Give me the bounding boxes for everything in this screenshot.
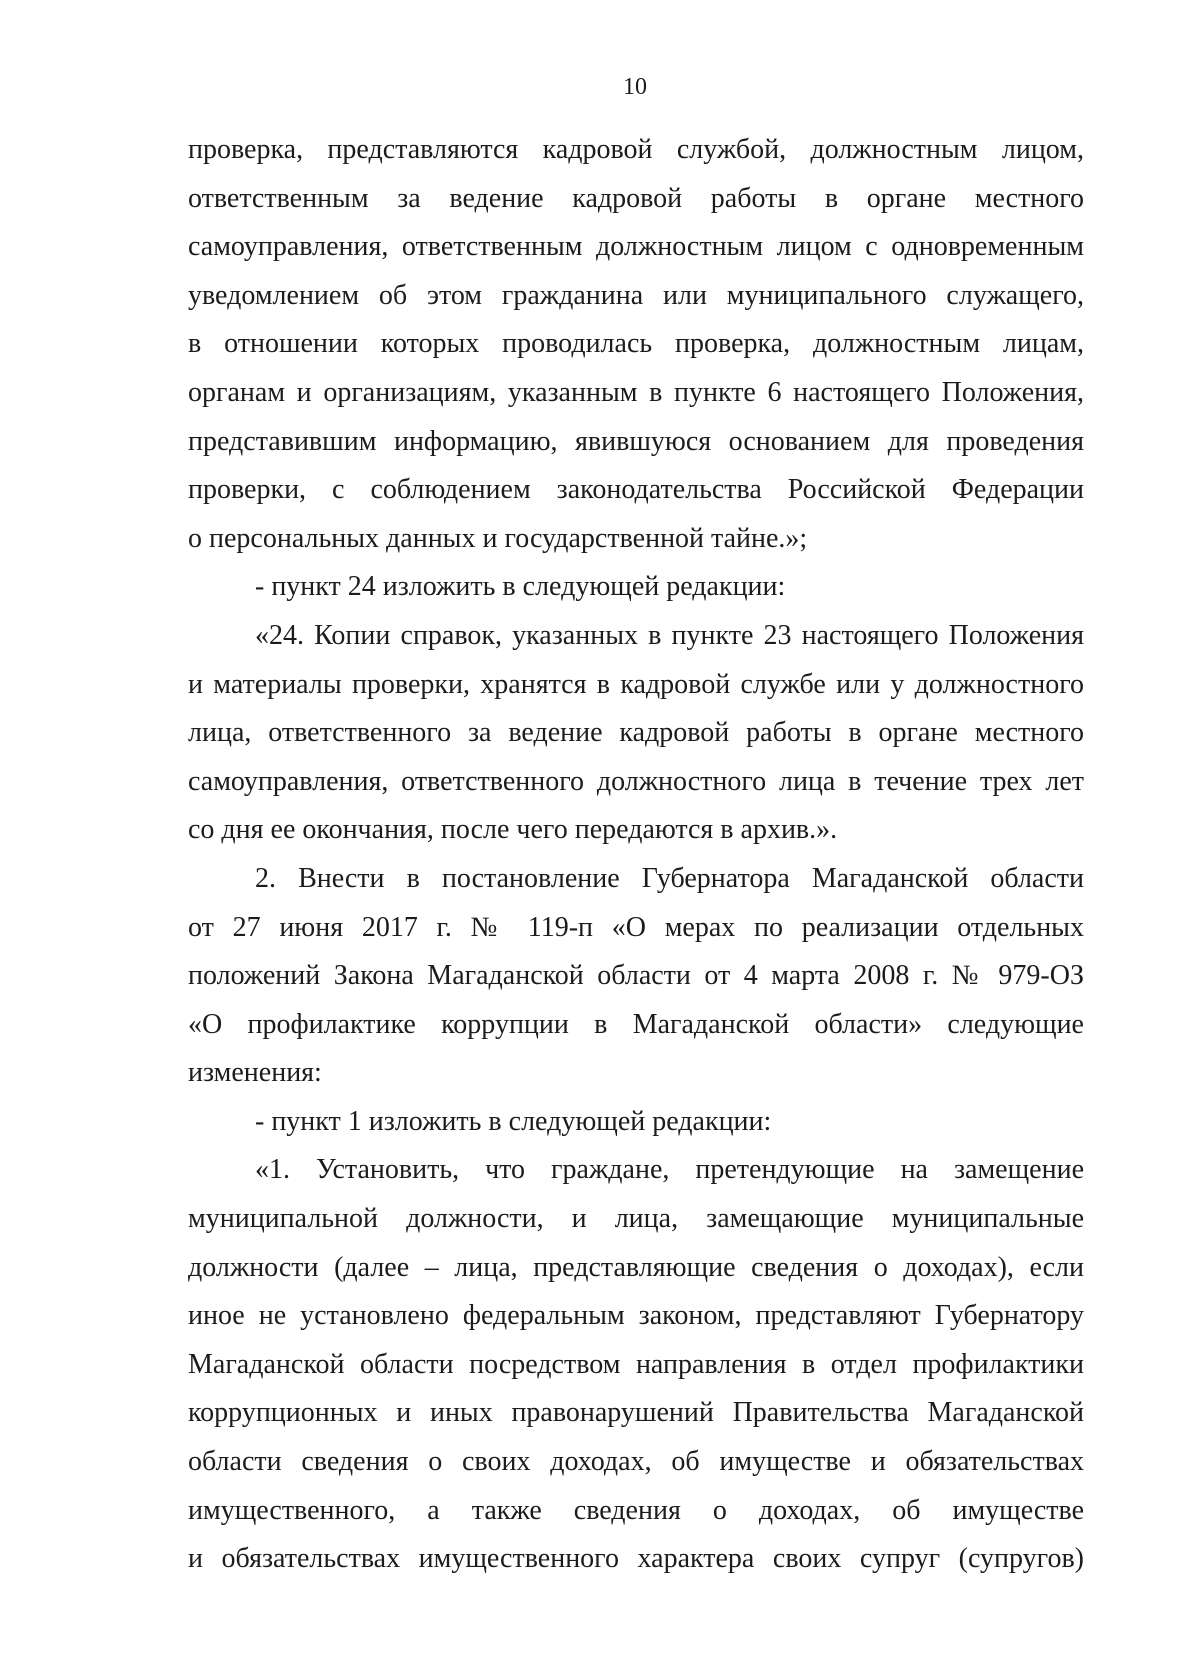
text-line: «24. Копии справок, указанных в пункте 23 настоящего Положения <box>255 619 1084 651</box>
text-line: «1. Установить, что граждане, претендующие на замещение <box>255 1154 1084 1186</box>
text-line: самоуправления, ответственного должностного лица в течение трех лет <box>188 765 1084 797</box>
text-line: Магаданской области посредством направления в отдел профилактики <box>188 1348 1084 1380</box>
text-line: о персональных данных и государственной тайне.»; <box>188 522 808 554</box>
text-line: иное не установлено федеральным законом, представляют Губернатору <box>188 1300 1084 1332</box>
text-line: - пункт 24 изложить в следующей редакции: <box>255 571 786 603</box>
text-line: должности (далее – лица, представляющие сведения о доходах), если <box>188 1251 1084 1283</box>
text-line: изменения: <box>188 1057 322 1089</box>
text-line: муниципальной должности, и лица, замещающие муниципальные <box>188 1203 1084 1235</box>
text-line: имущественного, а также сведения о доходах, об имуществе <box>188 1494 1084 1526</box>
text-line: уведомлением об этом гражданина или муниципального служащего, <box>188 279 1084 311</box>
text-line: представившим информацию, явившуюся основанием для проведения <box>188 425 1084 457</box>
document-body <box>188 126 1084 1584</box>
text-line: со дня ее окончания, после чего передаются в архив.». <box>188 814 838 846</box>
text-line: и обязательствах имущественного характера своих супруг (супругов) <box>188 1543 1084 1575</box>
text-line: и материалы проверки, хранятся в кадровой службе или у должностного <box>188 668 1084 700</box>
text-line: - пункт 1 изложить в следующей редакции: <box>255 1105 772 1137</box>
text-line: проверки, с соблюдением законодательства Российской Федерации <box>188 474 1084 506</box>
text-line: «О профилактике коррупции в Магаданской области» следующие <box>188 1008 1084 1040</box>
text-line: коррупционных и иных правонарушений Правительства Магаданской <box>188 1397 1084 1429</box>
page-number: 10 <box>623 74 647 100</box>
text-line: области сведения о своих доходах, об имуществе и обязательствах <box>188 1446 1084 1478</box>
text-line: проверка, представляются кадровой службой, должностным лицом, <box>188 134 1084 165</box>
text-line: ответственным за ведение кадровой работы в органе местного <box>188 182 1084 214</box>
text-line: 2. Внести в постановление Губернатора Магаданской области <box>255 862 1084 894</box>
text-line: положений Закона Магаданской области от 4 марта 2008 г. № 979-ОЗ <box>188 960 1084 992</box>
text-line: в отношении которых проводилась проверка, должностным лицам, <box>188 328 1084 360</box>
text-line: органам и организациям, указанным в пункте 6 настоящего Положения, <box>188 376 1084 408</box>
text-line: от 27 июня 2017 г. № 119-п «О мерах по реализации отдельных <box>188 911 1084 943</box>
text-line: лица, ответственного за ведение кадровой работы в органе местного <box>188 717 1084 749</box>
text-line: самоуправления, ответственным должностным лицом с одновременным <box>188 231 1084 263</box>
